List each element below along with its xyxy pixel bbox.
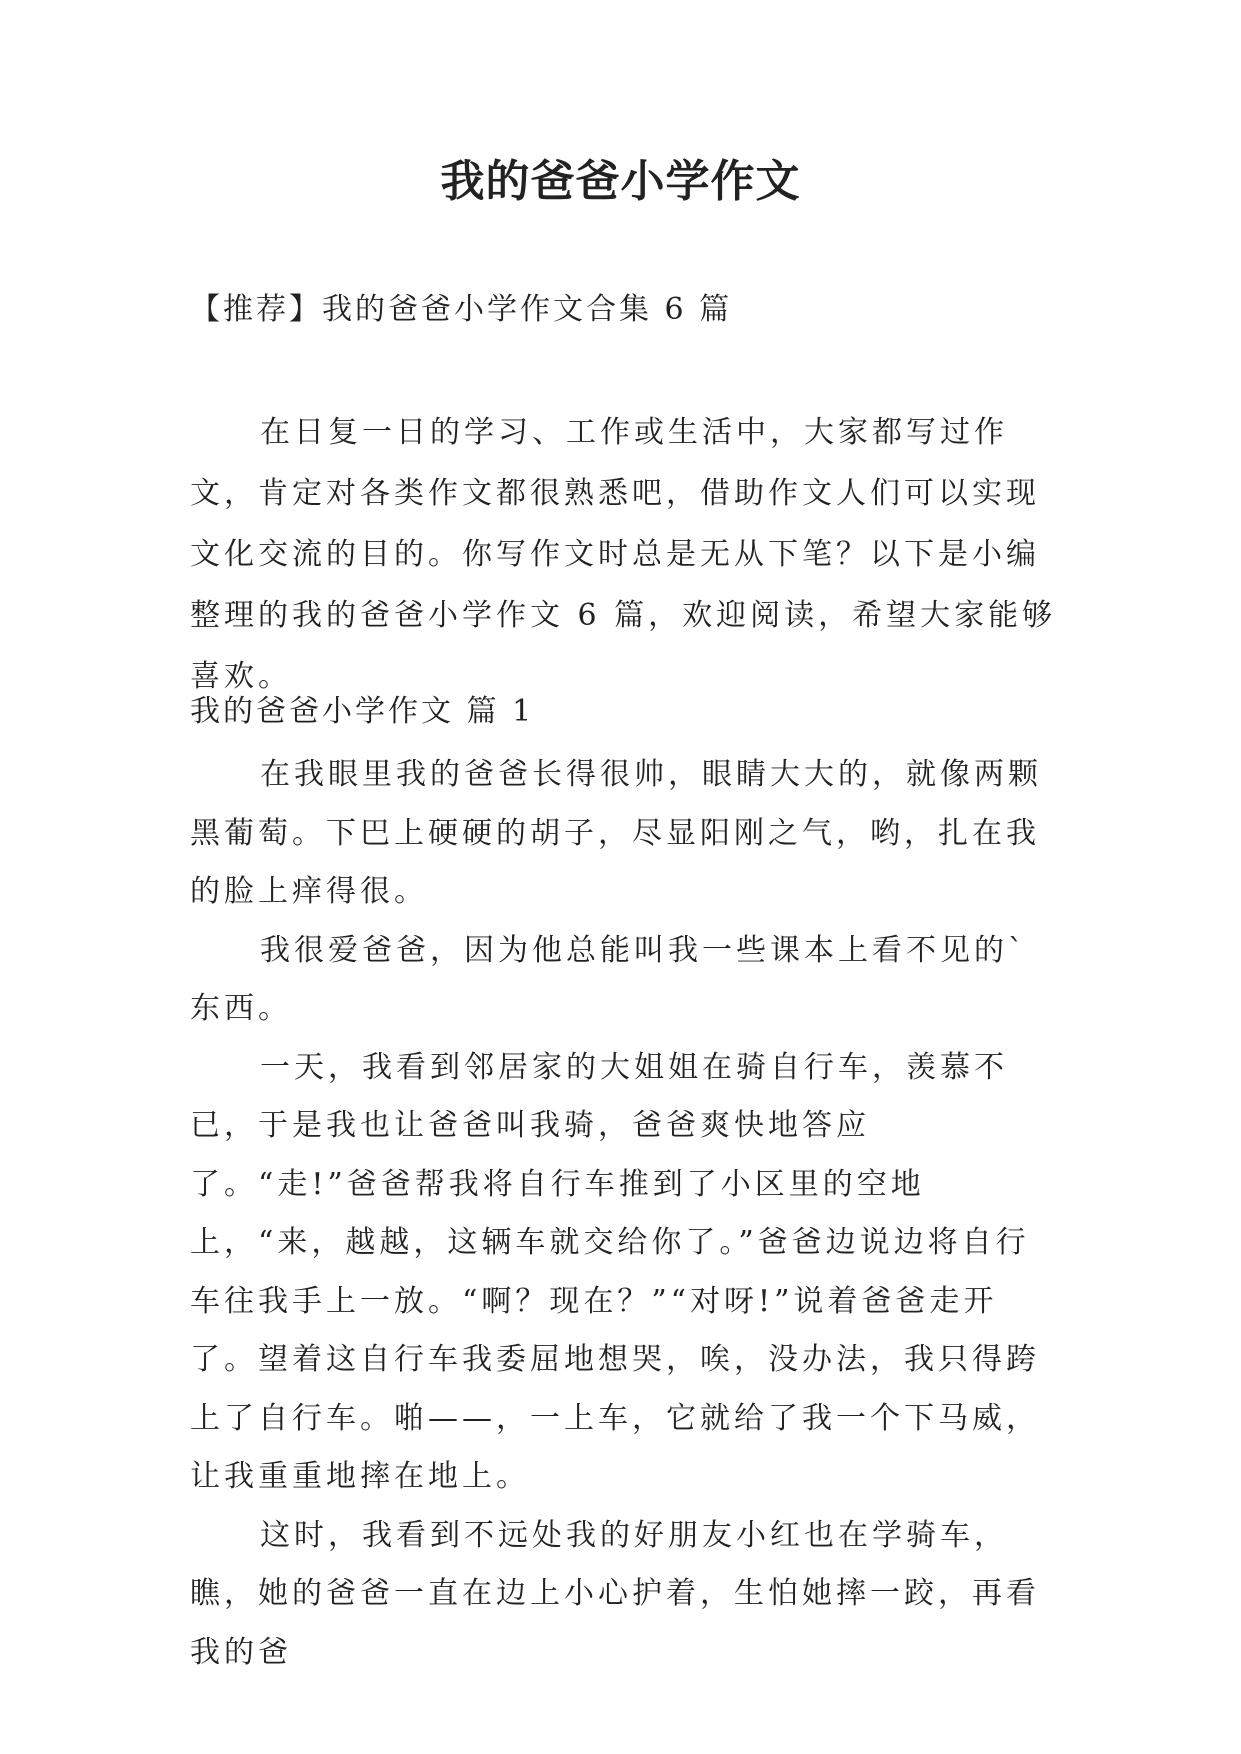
paragraph: 这时，我看到不远处我的好朋友小红也在学骑车，瞧，她的爸爸一直在边上小心护着，生怕她摔一跤，再看我的爸: [190, 1517, 1040, 1670]
section-heading: 我的爸爸小学作文 篇 1: [190, 694, 535, 729]
intro-block: [190, 402, 1060, 707]
paragraph: 一天，我看到邻居家的大姐姐在骑自行车，羡慕不已，于是我也让爸爸叫我骑，爸爸爽快地答应了。“走!”爸爸帮我将自行车推到了小区里的空地上，“来，越越，这辆车就交给你了。”爸爸边说边将自行车往我手上一放。“啊？现在？”“对呀!”说着爸爸走开了。望着这自行车我委屈地想哭，唉，没办法，我只得跨上了自行车。啪——，一上车，它就给了我一个下马威，让我重重地摔在地上。: [190, 1049, 1040, 1494]
document-subtitle: 【推荐】我的爸爸小学作文合集 6 篇: [190, 292, 733, 327]
paragraph: 我很爱爸爸，因为他总能叫我一些课本上看不见的`东西。: [190, 932, 1027, 1026]
paragraph: 在我眼里我的爸爸长得很帅，眼睛大大的，就像两颗黑葡萄。下巴上硬硬的胡子，尽显阳刚之气，哟，扎在我的脸上痒得很。: [190, 757, 1042, 909]
intro-paragraph: 在日复一日的学习、工作或生活中，大家都写过作文，肯定对各类作文都很熟悉吧，借助作文人们可以实现文化交流的目的。你写作文时总是无从下笔？以下是小编整理的我的爸爸小学作文 6 篇，欢迎阅读，希望大家能够喜欢。: [190, 415, 1057, 694]
essay-section-1: [190, 692, 1060, 1682]
document-title: 我的爸爸小学作文: [440, 156, 801, 207]
